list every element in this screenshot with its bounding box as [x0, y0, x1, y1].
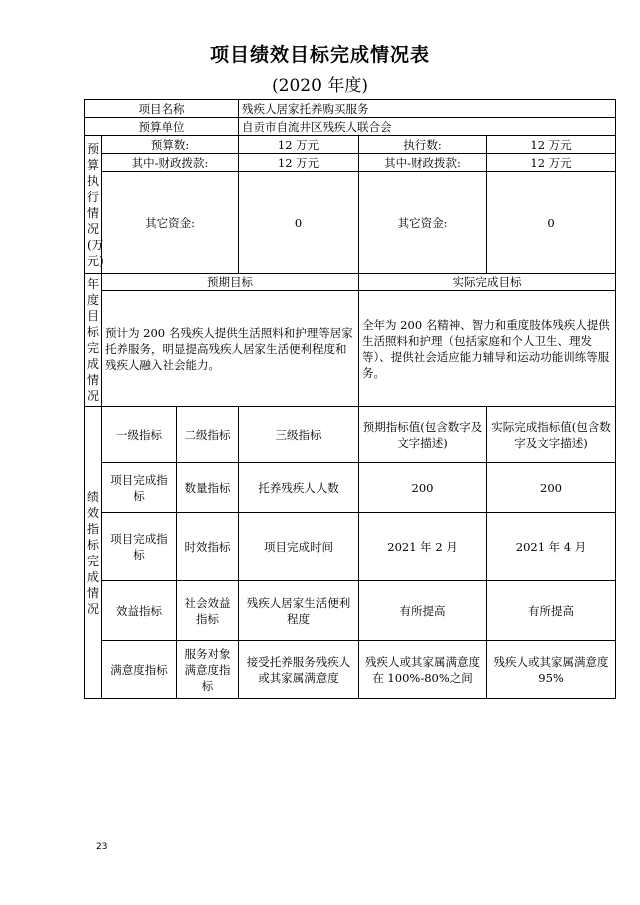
indicator-header: 预期指标值(包含数字及文字描述): [359, 407, 487, 463]
indicator-cell: 社会效益指标: [177, 581, 239, 641]
performance-table: [84, 99, 616, 699]
expected-goal-text: 预计为 200 名残疾人提供生活照料和护理等居家托养服务，明显提高残疾人居家生活便利程度和残疾人融入社会能力。: [102, 291, 359, 407]
fiscal-exec-value: 12 万元: [487, 154, 616, 172]
page-number: 23: [96, 842, 108, 852]
goals-section-label: 年度目标完成情况: [85, 274, 102, 407]
indicator-header: 实际完成指标值(包含数字及文字描述): [487, 407, 616, 463]
fiscal-row: [85, 154, 616, 172]
other-funds-value: 0: [239, 172, 359, 274]
goals-content-row: [85, 291, 616, 407]
budget-row: [85, 136, 616, 154]
budget-section-label: 预算执行情况(万元): [85, 136, 102, 274]
budget-unit-value: 自贡市自流井区残疾人联合会: [239, 118, 616, 136]
indicator-cell: 数量指标: [177, 463, 239, 513]
indicator-cell: 有所提高: [359, 581, 487, 641]
executed-amount-value: 12 万元: [487, 136, 616, 154]
fiscal-value: 12 万元: [239, 154, 359, 172]
other-funds-exec-label: 其它资金:: [359, 172, 487, 274]
budget-amount-label: 预算数:: [102, 136, 239, 154]
indicator-row: [85, 463, 616, 513]
indicator-header: 二级指标: [177, 407, 239, 463]
indicator-cell: 满意度指标: [102, 641, 177, 699]
indicator-cell: 200: [487, 463, 616, 513]
indicator-cell: 项目完成时间: [239, 513, 359, 581]
indicator-cell: 项目完成指标: [102, 513, 177, 581]
indicators-section-label: 绩效指标完成情况: [85, 407, 102, 699]
expected-goal-header: 预期目标: [102, 274, 359, 291]
other-funds-row: [85, 172, 616, 274]
indicator-row: [85, 581, 616, 641]
indicator-cell: 残疾人或其家属满意度在 100%-80%之间: [359, 641, 487, 699]
fiscal-exec-label: 其中-财政拨款:: [359, 154, 487, 172]
indicator-cell: 残疾人居家生活便利程度: [239, 581, 359, 641]
page-title: 项目绩效目标完成情况表: [209, 44, 430, 66]
indicator-header-row: [85, 407, 616, 463]
indicator-cell: 2021 年 2 月: [359, 513, 487, 581]
project-name-row: [85, 100, 616, 118]
fiscal-label: 其中-财政拨款:: [102, 154, 239, 172]
indicator-cell: 效益指标: [102, 581, 177, 641]
page-subtitle: (2020 年度): [272, 76, 368, 96]
indicator-cell: 时效指标: [177, 513, 239, 581]
indicator-cell: 接受托养服务残疾人或其家属满意度: [239, 641, 359, 699]
indicator-cell: 残疾人或其家属满意度 95%: [487, 641, 616, 699]
project-name-label: 项目名称: [85, 100, 239, 118]
indicator-cell: 有所提高: [487, 581, 616, 641]
indicator-cell: 200: [359, 463, 487, 513]
budget-amount-value: 12 万元: [239, 136, 359, 154]
actual-goal-header: 实际完成目标: [359, 274, 616, 291]
indicator-cell: 项目完成指标: [102, 463, 177, 513]
project-name-value: 残疾人居家托养购买服务: [239, 100, 616, 118]
executed-amount-label: 执行数:: [359, 136, 487, 154]
budget-unit-label: 预算单位: [85, 118, 239, 136]
indicator-cell: 2021 年 4 月: [487, 513, 616, 581]
budget-unit-row: [85, 118, 616, 136]
indicator-header: 一级指标: [102, 407, 177, 463]
actual-goal-text: 全年为 200 名精神、智力和重度肢体残疾人提供生活照料和护理（包括家庭和个人卫生、理发等）、提供社会适应能力辅导和运动功能训练等服务。: [359, 291, 616, 407]
indicator-row: [85, 641, 616, 699]
goals-header-row: [85, 274, 616, 291]
indicator-header: 三级指标: [239, 407, 359, 463]
indicator-cell: 托养残疾人人数: [239, 463, 359, 513]
other-funds-label: 其它资金:: [102, 172, 239, 274]
other-funds-exec-value: 0: [487, 172, 616, 274]
indicator-cell: 服务对象满意度指标: [177, 641, 239, 699]
indicator-row: [85, 513, 616, 581]
